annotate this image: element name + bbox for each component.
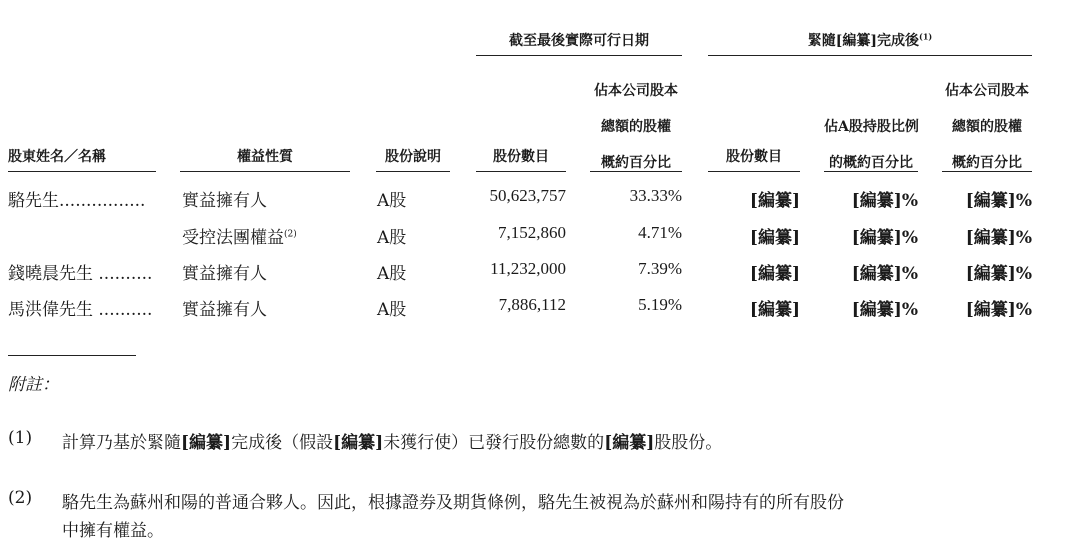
col-header-pct-total-2-line: 概約百分比 [952, 155, 1022, 171]
notes-separator [8, 355, 136, 356]
row-1-shares: 50,623,757 [489, 186, 566, 205]
header-rule-shares-1 [476, 171, 566, 172]
col-header-pct-total-2-line: 佔本公司股本 [945, 83, 1029, 99]
row-1-nature: 實益擁有人 [182, 191, 267, 211]
header-rule-pct-2 [942, 171, 1032, 172]
group-header-post-offering-text: 緊隨[編纂]完成後 [807, 33, 920, 49]
row-2-class: A股 [377, 228, 407, 248]
header-rule-pct-1 [590, 171, 682, 172]
header-rule-share-desc [376, 171, 450, 172]
row-4-post-shares: [編纂] [749, 300, 800, 320]
col-header-pct-total-2 [942, 73, 1032, 181]
col-header-nature: 權益性質 [237, 149, 293, 165]
note-1-number: (1) [8, 428, 33, 448]
row-3-pct: 7.39% [638, 259, 682, 278]
group-header-post-offering-sup: (1) [919, 31, 933, 42]
col-header-pct-total-1-line: 佔本公司股本 [594, 83, 678, 99]
header-rule-shares-2 [708, 171, 800, 172]
note-1-part: 完成後（假設 [231, 433, 334, 453]
row-2-post-shares: [編纂] [749, 228, 800, 248]
row-3-post-total-pct: [編纂]% [965, 264, 1032, 284]
note-1-text [62, 428, 722, 453]
row-2-post-a-pct: [編纂]% [851, 228, 918, 248]
header-rule-shareholder [8, 171, 156, 172]
row-4-leader-dots: .......... [98, 300, 153, 320]
header-rule-nature [180, 171, 350, 172]
col-header-pct-total-1 [590, 73, 682, 181]
row-4-name-text: 馬洪偉先生 [8, 300, 93, 320]
row-2-shares: 7,152,860 [498, 223, 566, 242]
row-3-name [8, 259, 152, 284]
group-header-latest-date: 截至最後實際可行日期 [509, 33, 649, 49]
row-1-class: A股 [377, 191, 407, 211]
col-header-pct-total-1-line: 概約百分比 [601, 155, 671, 171]
row-3-class: A股 [377, 264, 407, 284]
row-3-post-shares: [編纂] [749, 264, 800, 284]
note-2-number: (2) [8, 488, 33, 508]
row-3-shares: 11,232,000 [490, 259, 566, 278]
note-1-part-redacted: [編纂] [604, 433, 655, 453]
row-3-nature: 實益擁有人 [182, 264, 267, 284]
row-2-nature [182, 223, 297, 248]
group-header-post-offering-rule [708, 55, 1032, 56]
col-header-shareholder: 股東姓名／名稱 [8, 149, 106, 165]
row-3-leader-dots: .......... [98, 264, 153, 284]
row-1-name-text: 駱先生 [8, 191, 59, 211]
col-header-pct-a-shares-line: 的概約百分比 [829, 155, 913, 171]
row-4-post-a-pct: [編纂]% [851, 300, 918, 320]
note-2-line-1: 駱先生為蘇州和陽的普通合夥人。因此，根據證券及期貨條例，駱先生被視為於蘇州和陽持有的所有股份 [62, 493, 844, 513]
row-2-post-total-pct: [編纂]% [965, 228, 1032, 248]
row-1-pct: 33.33% [629, 186, 682, 205]
note-1-part: 計算乃基於緊隨 [62, 433, 181, 453]
row-1-post-total-pct: [編纂]% [965, 191, 1032, 211]
note-1-part-redacted: [編纂] [333, 433, 384, 453]
col-header-shares-2: 股份數目 [726, 149, 782, 165]
col-header-pct-total-2-line: 總額的股權 [952, 119, 1022, 135]
row-4-pct: 5.19% [638, 295, 682, 314]
row-2-nature-text: 受控法團權益 [182, 228, 284, 248]
row-4-class: A股 [377, 300, 407, 320]
col-header-pct-total-1-line: 總額的股權 [601, 119, 671, 135]
note-1-part: 股股份。 [654, 433, 723, 453]
row-3-name-text: 錢曉晨先生 [8, 264, 93, 284]
row-4-nature: 實益擁有人 [182, 300, 267, 320]
note-1-part: 未獲行使）已發行股份總數的 [383, 433, 605, 453]
header-rule-pct-a [824, 171, 918, 172]
group-header-post-offering [708, 30, 1032, 50]
row-4-name [8, 295, 152, 320]
row-4-post-total-pct: [編纂]% [965, 300, 1032, 320]
row-4-shares: 7,886,112 [498, 295, 566, 314]
row-2-pct: 4.71% [638, 223, 682, 242]
row-3-post-a-pct: [編纂]% [851, 264, 918, 284]
col-header-shares-1: 股份數目 [493, 149, 549, 165]
col-header-pct-a-shares-line: 佔A股持股比例 [824, 119, 919, 135]
row-1-name [8, 186, 145, 211]
col-header-share-desc: 股份說明 [385, 149, 441, 165]
row-2-nature-sup: (2) [284, 229, 297, 240]
note-2-line-2: 中擁有權益。 [62, 521, 164, 541]
note-1-part-redacted: [編纂] [181, 433, 232, 453]
row-1-leader-dots: ................ [59, 191, 146, 211]
group-header-latest-date-rule [476, 55, 682, 56]
row-1-post-a-pct: [編纂]% [851, 191, 918, 211]
row-1-post-shares: [編纂] [749, 191, 800, 211]
notes-heading: 附註： [8, 375, 59, 395]
